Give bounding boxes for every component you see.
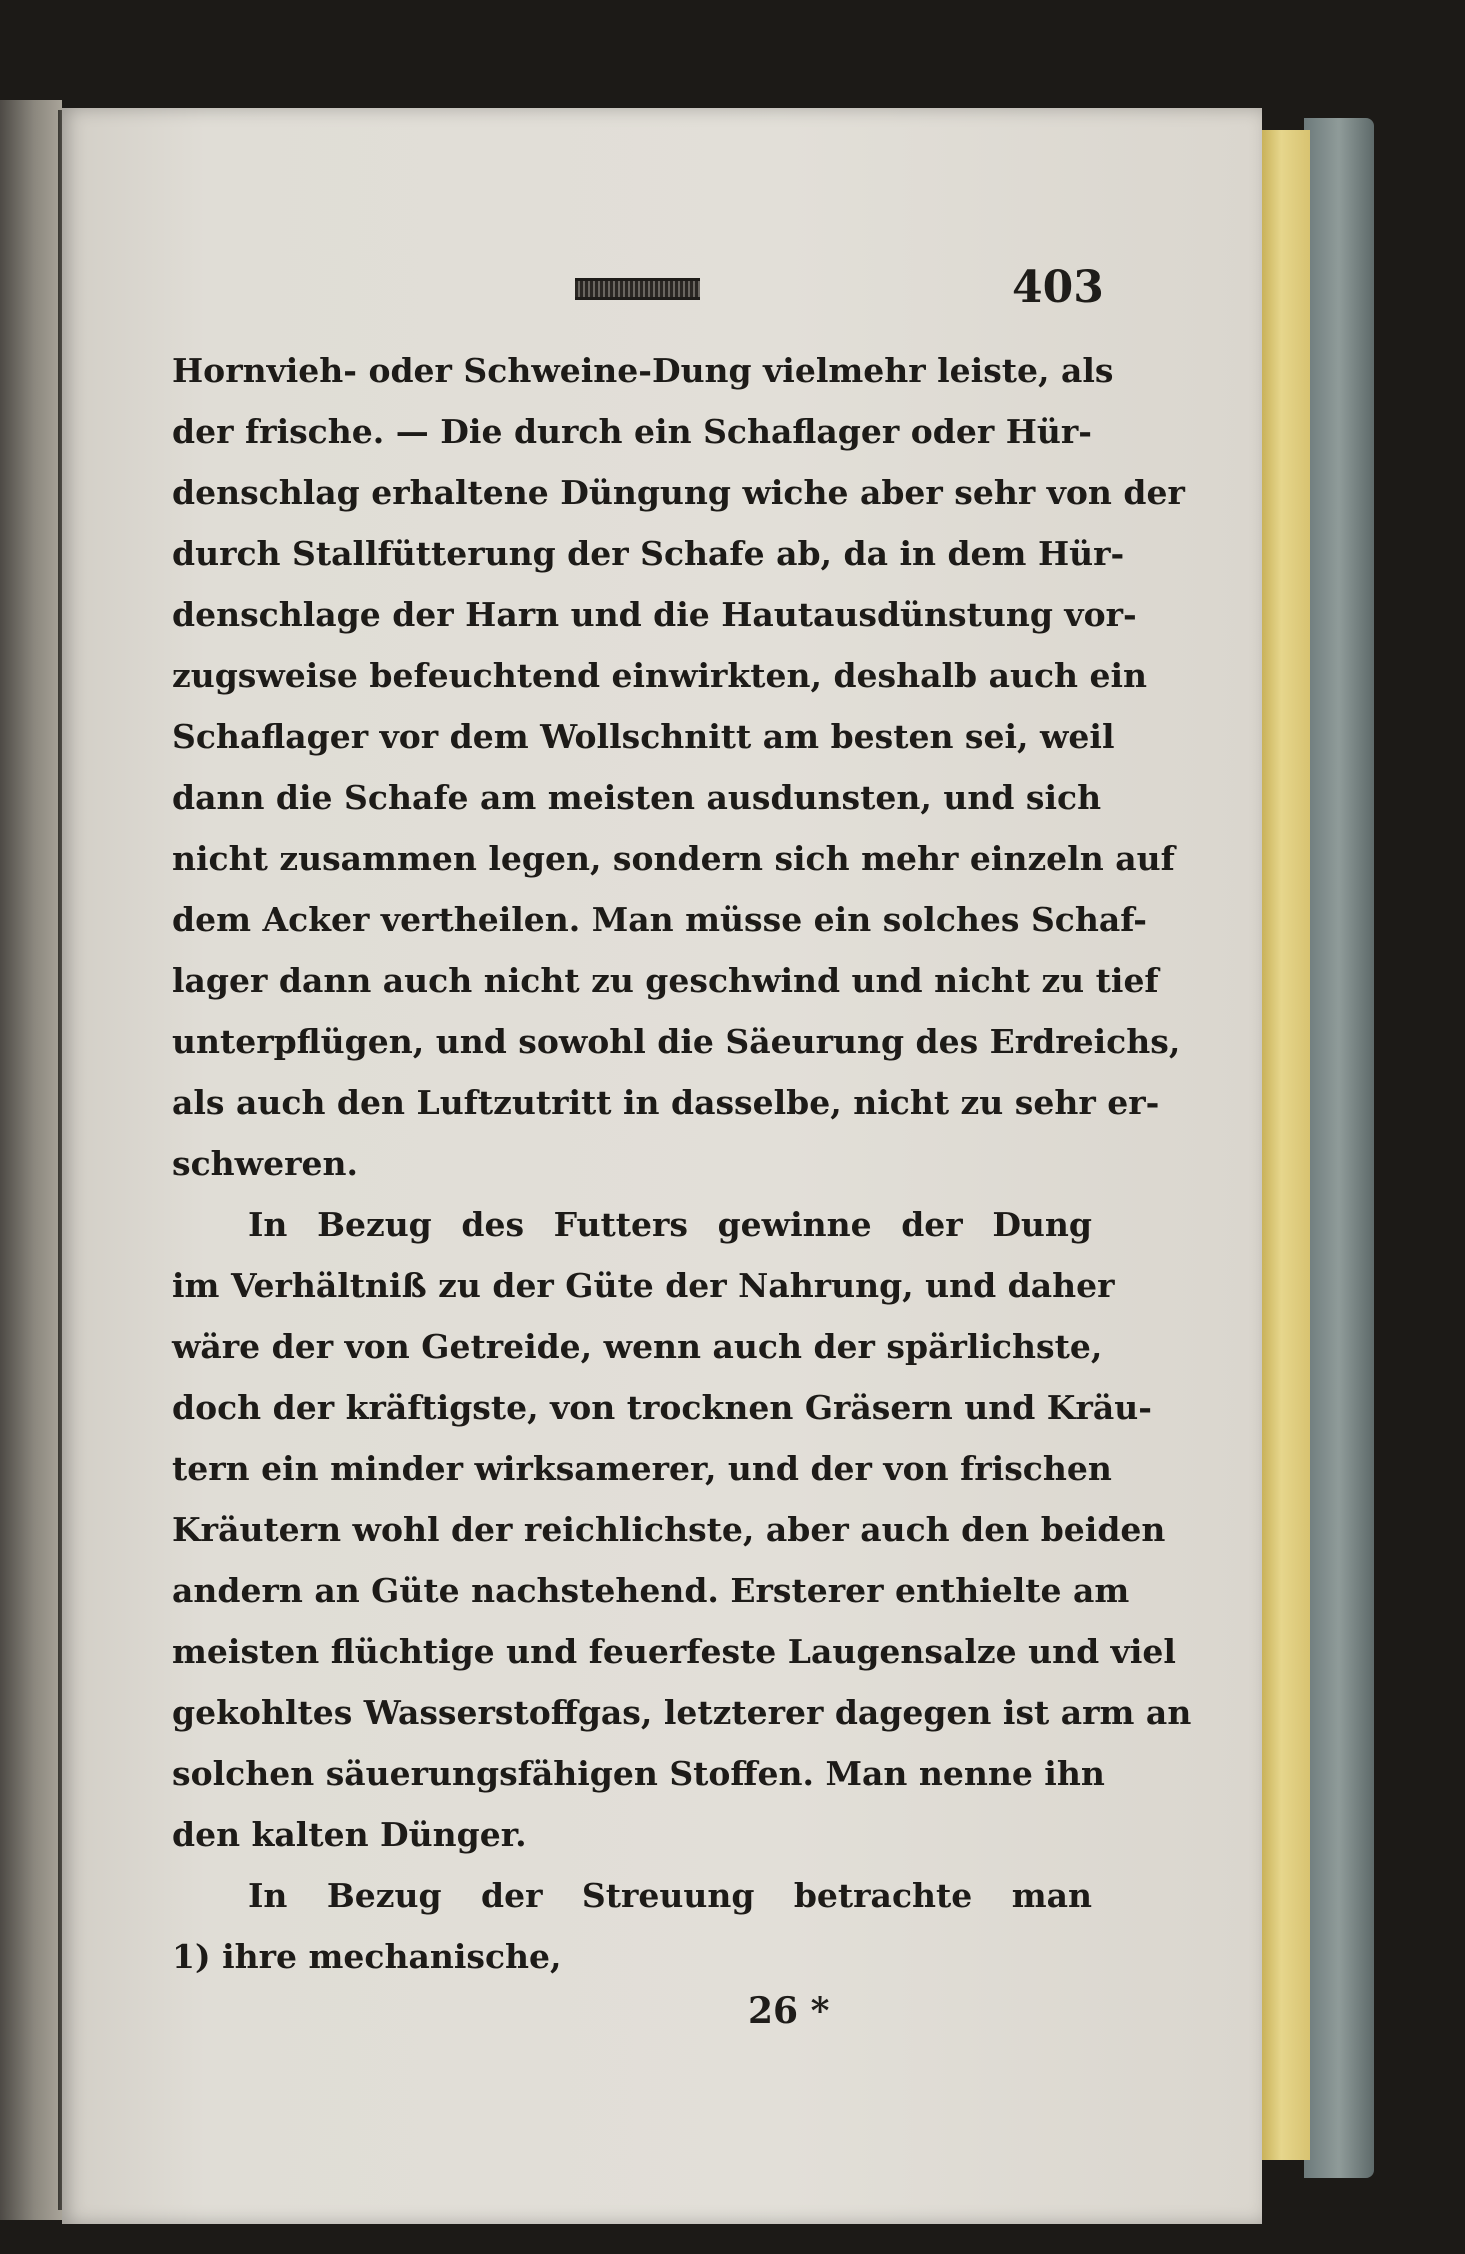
book-cover <box>1304 118 1374 2178</box>
signature-mark: 26 * <box>748 1990 830 2032</box>
gilt-page-edge <box>1262 130 1310 2160</box>
text-line: dem Acker vertheilen. Man müsse ein solches Schaf- <box>172 900 1147 939</box>
text-line: unterpflügen, und sowohl die Säeurung des Erdreichs, <box>172 1022 1181 1061</box>
text-line: dann die Schafe am meisten ausdunsten, und sich <box>172 778 1102 817</box>
text-line: der frische. — Die durch ein Schaflager oder Hür- <box>172 412 1092 451</box>
header-ornament <box>575 278 700 300</box>
page-number: 403 <box>1012 262 1104 313</box>
text-line: schweren. <box>172 1144 358 1183</box>
text-line: Hornvieh- oder Schweine-Dung vielmehr leiste, als <box>172 351 1114 390</box>
text-line: doch der kräftigste, von trocknen Gräsern und Kräu- <box>172 1388 1152 1427</box>
text-line: denschlage der Harn und die Hautausdünstung vor- <box>172 595 1137 634</box>
text-line: wäre der von Getreide, wenn auch der spärlichste, <box>172 1327 1103 1366</box>
text-line: andern an Güte nachstehend. Ersterer enthielte am <box>172 1571 1130 1610</box>
text-line: 1) ihre mechanische, <box>172 1937 562 1976</box>
text-line: meisten flüchtige und feuerfeste Laugensalze und viel <box>172 1632 1176 1671</box>
text-line: denschlag erhaltene Düngung wiche aber sehr von der <box>172 473 1185 512</box>
text-line: tern ein minder wirksamerer, und der von frischen <box>172 1449 1112 1488</box>
text-line: lager dann auch nicht zu geschwind und nicht zu tief <box>172 961 1159 1000</box>
body-text <box>172 340 1192 1987</box>
text-line: den kalten Dünger. <box>172 1815 527 1854</box>
text-line: durch Stallfütterung der Schafe ab, da in dem Hür- <box>172 534 1125 573</box>
text-line: zugsweise befeuchtend einwirkten, deshalb auch ein <box>172 656 1148 695</box>
text-line: nicht zusammen legen, sondern sich mehr einzeln auf <box>172 839 1175 878</box>
text-line: solchen säuerungsfähigen Stoffen. Man nenne ihn <box>172 1754 1105 1793</box>
text-line: als auch den Luftzutritt in dasselbe, nicht zu sehr er- <box>172 1083 1160 1122</box>
text-line: im Verhältniß zu der Güte der Nahrung, und daher <box>172 1266 1115 1305</box>
text-line: Kräutern wohl der reichlichste, aber auch den beiden <box>172 1510 1166 1549</box>
text-line: gekohltes Wasserstoffgas, letzterer dagegen ist arm an <box>172 1693 1192 1732</box>
left-page-edge <box>0 100 62 2220</box>
text-line: Schaflager vor dem Wollschnitt am besten sei, weil <box>172 717 1115 756</box>
text-line: In Bezug des Futters gewinne der Dung <box>248 1205 1092 1244</box>
text-line: In Bezug der Streuung betrachte man <box>248 1876 1092 1915</box>
